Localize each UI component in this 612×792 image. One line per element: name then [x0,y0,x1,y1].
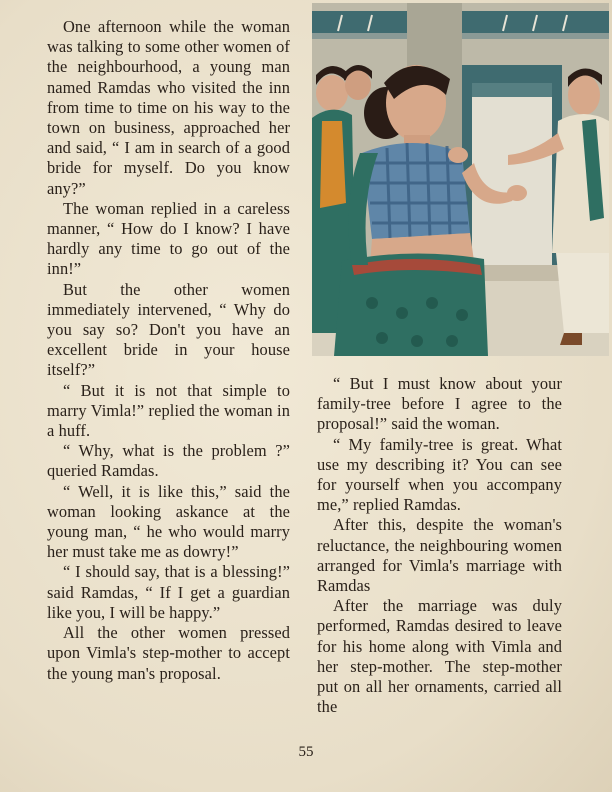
doorway-opening [472,83,552,265]
paragraph: All the other women pressed upon Vimla's step-mother to accept the young man's proposal. [47,623,290,683]
paragraph: “ My family-tree is great. What use my describing it? You can see for yourself when you accompany me,” replied Ramdas. [317,434,562,515]
paragraph: After the marriage was duly performed, Ramdas desired to leave for his home along with Vimla and her step-mother. The step-mother put on all her ornaments, carried all the [317,596,562,717]
background-woman-second [344,65,372,100]
illustration-svg [312,3,609,356]
left-text-column [47,17,290,684]
doorway-lintel [472,83,552,97]
paragraph: One afternoon while the woman was talking to some other women of the neighbourhood, a young man named Ramdas who visited the inn from time to time on his way to the town on business, approached her and said, “ I am in search of a good bride for myself. Do you know any?” [47,17,290,198]
story-illustration [312,3,609,356]
paragraph: The woman replied in a careless manner, “ How do I know? I have hardly any time to go out of the inn!” [47,198,290,279]
paragraph: “ Well, it is like this,” said the woman looking askance at the young man, “ he who would marry her must take me as dowry!” [47,481,290,562]
paragraph: After this, despite the woman's reluctance, the neighbouring women arranged for Vimla's marriage with Ramdas [317,515,562,596]
paragraph: “ But I must know about your family-tree before I agree to the proposal!” said the woman. [317,374,562,434]
paragraph: “ Why, what is the problem ?” queried Ramdas. [47,441,290,481]
paragraph: “ But it is not that simple to marry Vimla!” replied the woman in a huff. [47,380,290,441]
paragraph: But the other women immediately intervened, “ Why do you say so? Don't you have an excellent bride in your house itself?” [47,279,290,380]
right-text-column [317,374,562,717]
page-number: 55 [298,744,314,760]
paragraph: “ I should say, that is a blessing!” said Ramdas, “ If I get a guardian like you, I will be happy.” [47,562,290,622]
